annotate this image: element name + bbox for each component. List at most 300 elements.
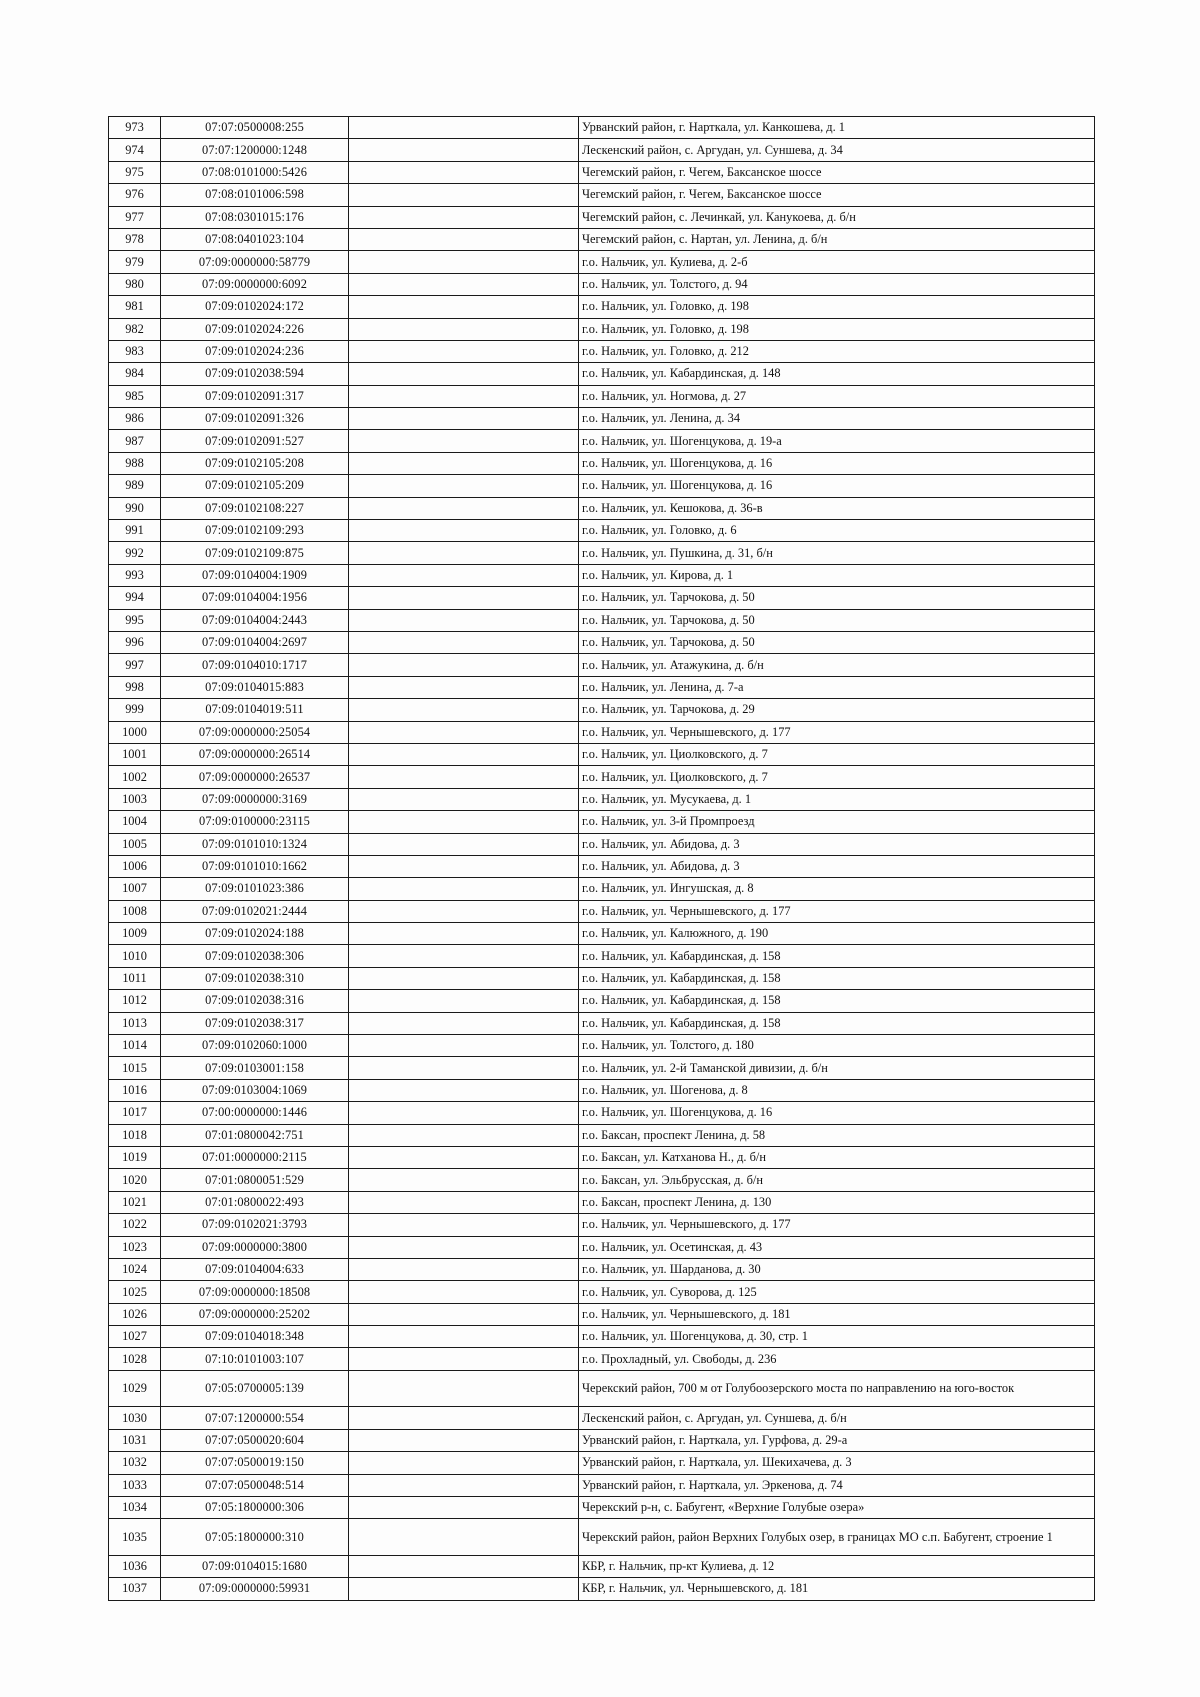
row-number-cell: 1025	[109, 1281, 161, 1303]
row-number-cell: 1027	[109, 1326, 161, 1348]
empty-cell	[349, 967, 579, 989]
row-number-cell: 1005	[109, 833, 161, 855]
cadastral-number-cell: 07:08:0301015:176	[161, 206, 349, 228]
table-row	[109, 990, 1095, 1012]
row-number-cell: 983	[109, 340, 161, 362]
table-row	[109, 1214, 1095, 1236]
empty-cell	[349, 251, 579, 273]
empty-cell	[349, 676, 579, 698]
table-row	[109, 1370, 1095, 1407]
empty-cell	[349, 1326, 579, 1348]
table-row	[109, 139, 1095, 161]
address-cell: Урванский район, г. Нарткала, ул. Канкошева, д. 1	[579, 117, 1095, 139]
row-number-cell: 1024	[109, 1258, 161, 1280]
address-cell: Урванский район, г. Нарткала, ул. Шекихачева, д. 3	[579, 1452, 1095, 1474]
row-number-cell: 1003	[109, 788, 161, 810]
address-cell: г.о. Нальчик, ул. 3-й Промпроезд	[579, 811, 1095, 833]
table-row	[109, 1057, 1095, 1079]
empty-cell	[349, 1303, 579, 1325]
empty-cell	[349, 609, 579, 631]
table-row	[109, 408, 1095, 430]
row-number-cell: 1012	[109, 990, 161, 1012]
row-number-cell: 1036	[109, 1555, 161, 1577]
row-number-cell: 1022	[109, 1214, 161, 1236]
row-number-cell: 1028	[109, 1348, 161, 1370]
address-cell: г.о. Нальчик, ул. Кабардинская, д. 148	[579, 363, 1095, 385]
table-row	[109, 1102, 1095, 1124]
empty-cell	[349, 139, 579, 161]
cadastral-number-cell: 07:09:0102038:594	[161, 363, 349, 385]
cadastral-number-cell: 07:01:0800022:493	[161, 1191, 349, 1213]
cadastral-number-cell: 07:09:0102105:208	[161, 452, 349, 474]
table-row	[109, 1452, 1095, 1474]
cadastral-number-cell: 07:09:0102021:2444	[161, 900, 349, 922]
cadastral-number-cell: 07:01:0800042:751	[161, 1124, 349, 1146]
address-cell: Чегемский район, г. Чегем, Баксанское шоссе	[579, 184, 1095, 206]
row-number-cell: 986	[109, 408, 161, 430]
cadastral-number-cell: 07:09:0000000:26537	[161, 766, 349, 788]
row-number-cell: 1014	[109, 1035, 161, 1057]
address-cell: г.о. Нальчик, ул. Тарчокова, д. 50	[579, 587, 1095, 609]
cadastral-number-cell: 07:07:0500008:255	[161, 117, 349, 139]
address-cell: г.о. Нальчик, ул. Тарчокова, д. 29	[579, 699, 1095, 721]
empty-cell	[349, 721, 579, 743]
table-row	[109, 900, 1095, 922]
table-row	[109, 1303, 1095, 1325]
table-row	[109, 1191, 1095, 1213]
empty-cell	[349, 452, 579, 474]
cadastral-number-cell: 07:09:0104010:1717	[161, 654, 349, 676]
cadastral-number-cell: 07:09:0103001:158	[161, 1057, 349, 1079]
address-cell: г.о. Нальчик, ул. Атажукина, д. б/н	[579, 654, 1095, 676]
table-row	[109, 587, 1095, 609]
cadastral-number-cell: 07:09:0104015:1680	[161, 1555, 349, 1577]
address-cell: Чегемский район, с. Лечинкай, ул. Канукоева, д. б/н	[579, 206, 1095, 228]
row-number-cell: 982	[109, 318, 161, 340]
address-cell: г.о. Прохладный, ул. Свободы, д. 236	[579, 1348, 1095, 1370]
cadastral-number-cell: 07:09:0102024:236	[161, 340, 349, 362]
cadastral-number-cell: 07:09:0000000:3800	[161, 1236, 349, 1258]
address-cell: г.о. Нальчик, ул. Шогенова, д. 8	[579, 1079, 1095, 1101]
row-number-cell: 989	[109, 475, 161, 497]
table-row	[109, 273, 1095, 295]
cadastral-number-cell: 07:09:0000000:59931	[161, 1578, 349, 1600]
empty-cell	[349, 1214, 579, 1236]
row-number-cell: 1004	[109, 811, 161, 833]
cadastral-number-cell: 07:09:0104019:511	[161, 699, 349, 721]
cadastral-number-cell: 07:09:0103004:1069	[161, 1079, 349, 1101]
row-number-cell: 1011	[109, 967, 161, 989]
cadastral-number-cell: 07:09:0102038:317	[161, 1012, 349, 1034]
table-row	[109, 117, 1095, 139]
table-row	[109, 1496, 1095, 1518]
table-row	[109, 721, 1095, 743]
address-cell: г.о. Нальчик, ул. Кулиева, д. 2-б	[579, 251, 1095, 273]
address-cell: Лескенский район, с. Аргудан, ул. Суншева, д. 34	[579, 139, 1095, 161]
cadastral-number-cell: 07:09:0102091:527	[161, 430, 349, 452]
row-number-cell: 1034	[109, 1496, 161, 1518]
table-row	[109, 699, 1095, 721]
cadastral-number-cell: 07:10:0101003:107	[161, 1348, 349, 1370]
empty-cell	[349, 1370, 579, 1407]
cadastral-number-cell: 07:09:0102024:188	[161, 923, 349, 945]
cadastral-number-cell: 07:09:0102038:310	[161, 967, 349, 989]
cadastral-number-cell: 07:09:0104004:633	[161, 1258, 349, 1280]
row-number-cell: 988	[109, 452, 161, 474]
row-number-cell: 1035	[109, 1519, 161, 1556]
table-row	[109, 855, 1095, 877]
address-cell: г.о. Нальчик, ул. Головко, д. 198	[579, 296, 1095, 318]
table-row	[109, 1578, 1095, 1600]
address-cell: г.о. Нальчик, ул. Кабардинская, д. 158	[579, 990, 1095, 1012]
cadastral-number-cell: 07:09:0102021:3793	[161, 1214, 349, 1236]
empty-cell	[349, 228, 579, 250]
row-number-cell: 1002	[109, 766, 161, 788]
table-row	[109, 1519, 1095, 1556]
cadastral-number-cell: 07:09:0102091:326	[161, 408, 349, 430]
cadastral-number-cell: 07:09:0104018:348	[161, 1326, 349, 1348]
row-number-cell: 1037	[109, 1578, 161, 1600]
empty-cell	[349, 363, 579, 385]
table-row	[109, 1258, 1095, 1280]
address-cell: Чегемский район, г. Чегем, Баксанское шоссе	[579, 161, 1095, 183]
empty-cell	[349, 475, 579, 497]
empty-cell	[349, 1258, 579, 1280]
address-cell: КБР, г. Нальчик, пр-кт Кулиева, д. 12	[579, 1555, 1095, 1577]
empty-cell	[349, 1281, 579, 1303]
empty-cell	[349, 878, 579, 900]
empty-cell	[349, 654, 579, 676]
cadastral-number-cell: 07:09:0104004:2443	[161, 609, 349, 631]
empty-cell	[349, 318, 579, 340]
address-cell: г.о. Нальчик, ул. Шогенцукова, д. 16	[579, 452, 1095, 474]
address-cell: г.о. Нальчик, ул. Кешокова, д. 36-в	[579, 497, 1095, 519]
address-cell: г.о. Баксан, ул. Эльбрусская, д. б/н	[579, 1169, 1095, 1191]
row-number-cell: 1016	[109, 1079, 161, 1101]
cadastral-number-cell: 07:05:0700005:139	[161, 1370, 349, 1407]
address-cell: г.о. Нальчик, ул. Головко, д. 212	[579, 340, 1095, 362]
row-number-cell: 987	[109, 430, 161, 452]
cadastral-number-cell: 07:09:0000000:18508	[161, 1281, 349, 1303]
table-row	[109, 296, 1095, 318]
empty-cell	[349, 743, 579, 765]
cadastral-number-cell: 07:09:0101010:1662	[161, 855, 349, 877]
table-row	[109, 430, 1095, 452]
table-row	[109, 385, 1095, 407]
cadastral-number-cell: 07:09:0102024:172	[161, 296, 349, 318]
row-number-cell: 992	[109, 542, 161, 564]
address-cell: Урванский район, г. Нарткала, ул. Эркенова, д. 74	[579, 1474, 1095, 1496]
address-cell: г.о. Нальчик, ул. Абидова, д. 3	[579, 833, 1095, 855]
empty-cell	[349, 430, 579, 452]
table-row	[109, 1035, 1095, 1057]
empty-cell	[349, 1474, 579, 1496]
cadastral-number-cell: 07:05:1800000:306	[161, 1496, 349, 1518]
table-row	[109, 475, 1095, 497]
address-cell: г.о. Нальчик, ул. Чернышевского, д. 177	[579, 900, 1095, 922]
table-row	[109, 564, 1095, 586]
cadastral-number-cell: 07:08:0401023:104	[161, 228, 349, 250]
empty-cell	[349, 542, 579, 564]
empty-cell	[349, 1578, 579, 1600]
cadastral-number-cell: 07:09:0101023:386	[161, 878, 349, 900]
table-row	[109, 363, 1095, 385]
empty-cell	[349, 1102, 579, 1124]
address-cell: Черекский р-н, с. Бабугент, «Верхние Голубые озера»	[579, 1496, 1095, 1518]
cadastral-number-cell: 07:09:0000000:6092	[161, 273, 349, 295]
row-number-cell: 976	[109, 184, 161, 206]
address-cell: г.о. Нальчик, ул. Циолковского, д. 7	[579, 743, 1095, 765]
row-number-cell: 1021	[109, 1191, 161, 1213]
empty-cell	[349, 161, 579, 183]
cadastral-number-cell: 07:09:0102060:1000	[161, 1035, 349, 1057]
row-number-cell: 996	[109, 631, 161, 653]
address-cell: г.о. Нальчик, ул. Абидова, д. 3	[579, 855, 1095, 877]
row-number-cell: 995	[109, 609, 161, 631]
empty-cell	[349, 1236, 579, 1258]
table-row	[109, 654, 1095, 676]
table-row	[109, 788, 1095, 810]
empty-cell	[349, 788, 579, 810]
cadastral-number-cell: 07:07:1200000:554	[161, 1407, 349, 1429]
table-row	[109, 631, 1095, 653]
table-row	[109, 318, 1095, 340]
address-cell: г.о. Нальчик, ул. Ногмова, д. 27	[579, 385, 1095, 407]
row-number-cell: 1001	[109, 743, 161, 765]
address-cell: г.о. Нальчик, ул. Шогенцукова, д. 19-а	[579, 430, 1095, 452]
row-number-cell: 997	[109, 654, 161, 676]
address-cell: г.о. Нальчик, ул. Шарданова, д. 30	[579, 1258, 1095, 1280]
table-row	[109, 1326, 1095, 1348]
empty-cell	[349, 766, 579, 788]
cadastral-number-cell: 07:07:0500019:150	[161, 1452, 349, 1474]
cadastral-number-cell: 07:00:0000000:1446	[161, 1102, 349, 1124]
cadastral-number-cell: 07:09:0102109:875	[161, 542, 349, 564]
empty-cell	[349, 497, 579, 519]
table-row	[109, 1348, 1095, 1370]
address-cell: г.о. Нальчик, ул. Мусукаева, д. 1	[579, 788, 1095, 810]
empty-cell	[349, 1012, 579, 1034]
cadastral-number-cell: 07:09:0102091:317	[161, 385, 349, 407]
table-row	[109, 1124, 1095, 1146]
address-cell: Лескенский район, с. Аргудан, ул. Суншева, д. б/н	[579, 1407, 1095, 1429]
address-cell: г.о. Нальчик, ул. Калюжного, д. 190	[579, 923, 1095, 945]
cadastral-number-cell: 07:09:0100000:23115	[161, 811, 349, 833]
address-cell: г.о. Нальчик, ул. Шогенцукова, д. 16	[579, 475, 1095, 497]
table-row	[109, 1407, 1095, 1429]
empty-cell	[349, 340, 579, 362]
row-number-cell: 1006	[109, 855, 161, 877]
address-cell: Урванский район, г. Нарткала, ул. Гурфова, д. 29-а	[579, 1429, 1095, 1451]
row-number-cell: 1029	[109, 1370, 161, 1407]
address-cell: г.о. Нальчик, ул. Суворова, д. 125	[579, 1281, 1095, 1303]
table-row	[109, 452, 1095, 474]
row-number-cell: 1019	[109, 1146, 161, 1168]
empty-cell	[349, 945, 579, 967]
address-cell: Чегемский район, с. Нартан, ул. Ленина, д. б/н	[579, 228, 1095, 250]
cadastral-number-cell: 07:09:0102108:227	[161, 497, 349, 519]
address-cell: г.о. Нальчик, ул. Толстого, д. 94	[579, 273, 1095, 295]
table-row	[109, 766, 1095, 788]
row-number-cell: 1010	[109, 945, 161, 967]
empty-cell	[349, 1452, 579, 1474]
table-row	[109, 878, 1095, 900]
address-cell: г.о. Нальчик, ул. Ленина, д. 34	[579, 408, 1095, 430]
empty-cell	[349, 833, 579, 855]
row-number-cell: 1008	[109, 900, 161, 922]
address-cell: г.о. Нальчик, ул. Пушкина, д. 31, б/н	[579, 542, 1095, 564]
address-cell: г.о. Нальчик, ул. Головко, д. 6	[579, 520, 1095, 542]
address-cell: КБР, г. Нальчик, ул. Чернышевского, д. 181	[579, 1578, 1095, 1600]
table-row	[109, 520, 1095, 542]
row-number-cell: 994	[109, 587, 161, 609]
cadastral-number-cell: 07:07:0500048:514	[161, 1474, 349, 1496]
empty-cell	[349, 1519, 579, 1556]
empty-cell	[349, 699, 579, 721]
address-cell: г.о. Нальчик, ул. Тарчокова, д. 50	[579, 609, 1095, 631]
table-row	[109, 1474, 1095, 1496]
cadastral-number-cell: 07:09:0104004:1956	[161, 587, 349, 609]
cadastral-number-cell: 07:09:0000000:3169	[161, 788, 349, 810]
cadastral-number-cell: 07:07:0500020:604	[161, 1429, 349, 1451]
table-row	[109, 497, 1095, 519]
property-registry-table	[108, 116, 1095, 1601]
row-number-cell: 993	[109, 564, 161, 586]
cadastral-number-cell: 07:09:0000000:58779	[161, 251, 349, 273]
table-row	[109, 184, 1095, 206]
empty-cell	[349, 990, 579, 1012]
table-row	[109, 676, 1095, 698]
empty-cell	[349, 1124, 579, 1146]
row-number-cell: 1026	[109, 1303, 161, 1325]
table-row	[109, 945, 1095, 967]
address-cell: г.о. Нальчик, ул. Головко, д. 198	[579, 318, 1095, 340]
row-number-cell: 1013	[109, 1012, 161, 1034]
table-row	[109, 1429, 1095, 1451]
empty-cell	[349, 117, 579, 139]
row-number-cell: 1009	[109, 923, 161, 945]
empty-cell	[349, 1035, 579, 1057]
row-number-cell: 979	[109, 251, 161, 273]
table-row	[109, 1169, 1095, 1191]
address-cell: г.о. Нальчик, ул. Осетинская, д. 43	[579, 1236, 1095, 1258]
empty-cell	[349, 184, 579, 206]
empty-cell	[349, 1079, 579, 1101]
address-cell: г.о. Нальчик, ул. Тарчокова, д. 50	[579, 631, 1095, 653]
cadastral-number-cell: 07:09:0104004:2697	[161, 631, 349, 653]
row-number-cell: 1023	[109, 1236, 161, 1258]
cadastral-number-cell: 07:09:0104004:1909	[161, 564, 349, 586]
empty-cell	[349, 296, 579, 318]
table-row	[109, 967, 1095, 989]
address-cell: г.о. Нальчик, ул. Чернышевского, д. 177	[579, 721, 1095, 743]
row-number-cell: 985	[109, 385, 161, 407]
row-number-cell: 977	[109, 206, 161, 228]
address-cell: г.о. Нальчик, ул. Кирова, д. 1	[579, 564, 1095, 586]
empty-cell	[349, 811, 579, 833]
address-cell: г.о. Нальчик, ул. Ленина, д. 7-а	[579, 676, 1095, 698]
table-row	[109, 542, 1095, 564]
cadastral-number-cell: 07:09:0102038:306	[161, 945, 349, 967]
row-number-cell: 990	[109, 497, 161, 519]
table-row	[109, 251, 1095, 273]
row-number-cell: 975	[109, 161, 161, 183]
empty-cell	[349, 1057, 579, 1079]
cadastral-number-cell: 07:09:0102105:209	[161, 475, 349, 497]
row-number-cell: 999	[109, 699, 161, 721]
empty-cell	[349, 1146, 579, 1168]
table-row	[109, 206, 1095, 228]
address-cell: г.о. Нальчик, ул. Кабардинская, д. 158	[579, 1012, 1095, 1034]
cadastral-number-cell: 07:09:0102024:226	[161, 318, 349, 340]
row-number-cell: 991	[109, 520, 161, 542]
empty-cell	[349, 1348, 579, 1370]
cadastral-number-cell: 07:05:1800000:310	[161, 1519, 349, 1556]
address-cell: г.о. Нальчик, ул. Циолковского, д. 7	[579, 766, 1095, 788]
address-cell: г.о. Нальчик, ул. Чернышевского, д. 181	[579, 1303, 1095, 1325]
row-number-cell: 974	[109, 139, 161, 161]
address-cell: Черекский район, 700 м от Голубоозерского моста по направлению на юго-восток	[579, 1370, 1095, 1407]
cadastral-number-cell: 07:09:0101010:1324	[161, 833, 349, 855]
row-number-cell: 998	[109, 676, 161, 698]
table-row	[109, 1012, 1095, 1034]
table-row	[109, 1281, 1095, 1303]
cadastral-number-cell: 07:09:0000000:25202	[161, 1303, 349, 1325]
address-cell: г.о. Нальчик, ул. Чернышевского, д. 177	[579, 1214, 1095, 1236]
registry-table-body	[109, 117, 1095, 1601]
empty-cell	[349, 520, 579, 542]
table-row	[109, 833, 1095, 855]
empty-cell	[349, 206, 579, 228]
table-row	[109, 1236, 1095, 1258]
address-cell: г.о. Нальчик, ул. Шогенцукова, д. 16	[579, 1102, 1095, 1124]
row-number-cell: 1000	[109, 721, 161, 743]
address-cell: г.о. Нальчик, ул. Ингушская, д. 8	[579, 878, 1095, 900]
table-row	[109, 161, 1095, 183]
empty-cell	[349, 900, 579, 922]
row-number-cell: 978	[109, 228, 161, 250]
cadastral-number-cell: 07:09:0102038:316	[161, 990, 349, 1012]
table-row	[109, 340, 1095, 362]
address-cell: г.о. Баксан, ул. Катханова Н., д. б/н	[579, 1146, 1095, 1168]
empty-cell	[349, 408, 579, 430]
empty-cell	[349, 385, 579, 407]
row-number-cell: 1015	[109, 1057, 161, 1079]
row-number-cell: 981	[109, 296, 161, 318]
address-cell: Черекский район, район Верхних Голубых озер, в границах МО с.п. Бабугент, строение 1	[579, 1519, 1095, 1556]
row-number-cell: 980	[109, 273, 161, 295]
cadastral-number-cell: 07:01:0800051:529	[161, 1169, 349, 1191]
empty-cell	[349, 1407, 579, 1429]
address-cell: г.о. Нальчик, ул. Толстого, д. 180	[579, 1035, 1095, 1057]
cadastral-number-cell: 07:09:0102109:293	[161, 520, 349, 542]
table-row	[109, 1555, 1095, 1577]
empty-cell	[349, 855, 579, 877]
row-number-cell: 1020	[109, 1169, 161, 1191]
cadastral-number-cell: 07:09:0000000:26514	[161, 743, 349, 765]
table-row	[109, 811, 1095, 833]
address-cell: г.о. Нальчик, ул. Кабардинская, д. 158	[579, 967, 1095, 989]
empty-cell	[349, 923, 579, 945]
empty-cell	[349, 564, 579, 586]
empty-cell	[349, 1429, 579, 1451]
empty-cell	[349, 1496, 579, 1518]
row-number-cell: 1032	[109, 1452, 161, 1474]
table-row	[109, 1146, 1095, 1168]
empty-cell	[349, 1191, 579, 1213]
row-number-cell: 1018	[109, 1124, 161, 1146]
cadastral-number-cell: 07:08:0101000:5426	[161, 161, 349, 183]
